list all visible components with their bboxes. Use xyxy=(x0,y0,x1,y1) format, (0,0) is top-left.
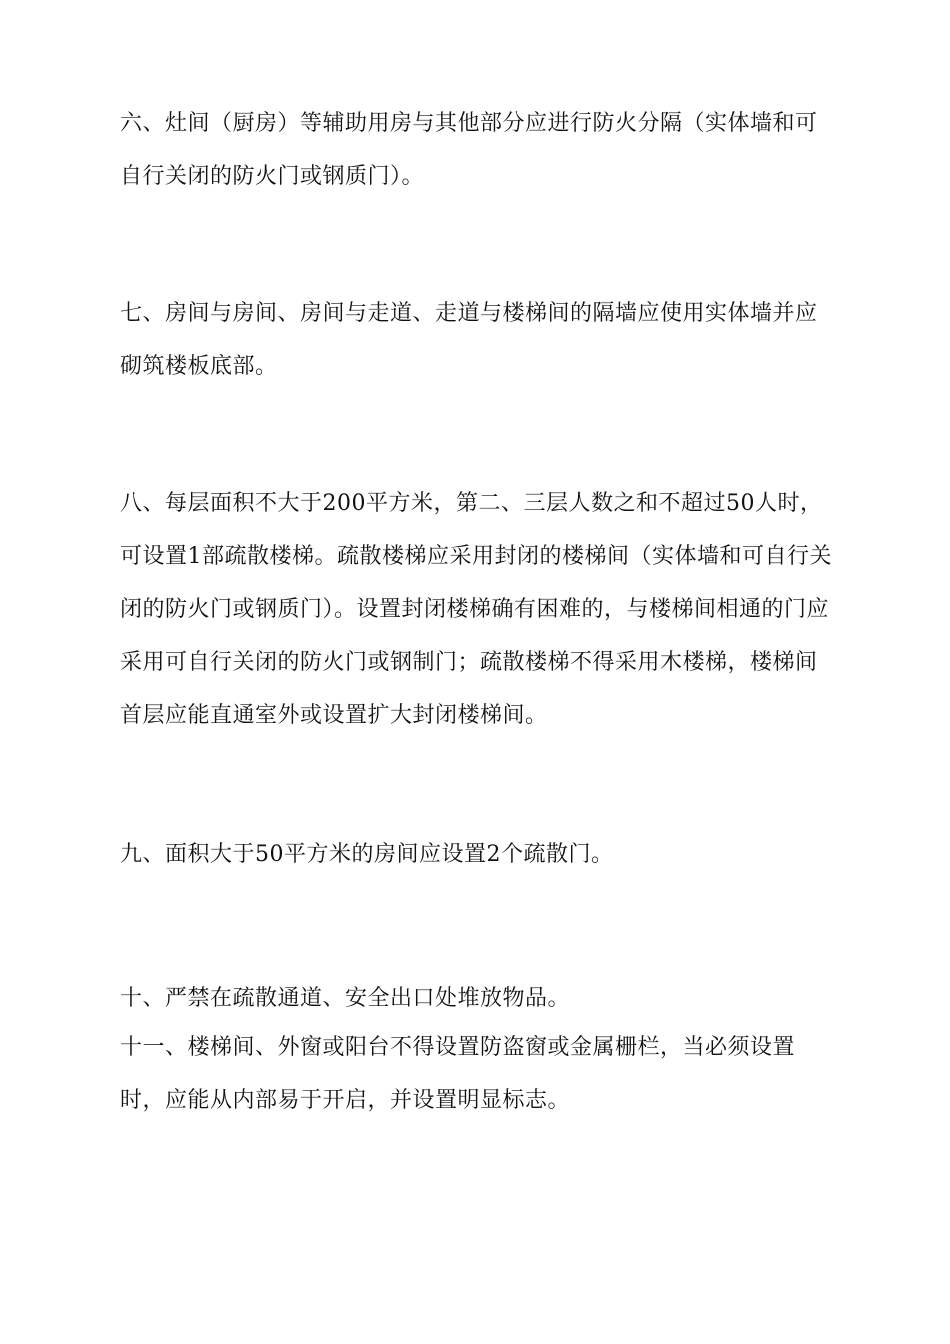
paragraph-item-11: 十一、楼梯间、外窗或阳台不得设置防盗窗或金属栅栏，当必须设置时，应能从内部易于开启，并设置明显标志。 xyxy=(120,1035,796,1113)
paragraph-item-9: 九、面积大于50平方米的房间应设置2个疏散门。 xyxy=(120,842,614,867)
paragraph-item-6: 六、灶间（厨房）等辅助用房与其他部分应进行防火分隔（实体墙和可自行关闭的防火门或钢质门）。 xyxy=(120,111,818,189)
paragraph-item-10: 十、严禁在疏散通道、安全出口处堆放物品。 xyxy=(120,986,571,1011)
paragraph-item-8: 八、每层面积不大于200平方米，第二、三层人数之和不超过50人时，可设置1部疏散楼梯。疏散楼梯应采用封闭的楼梯间（实体墙和可自行关闭的防火门或钢质门）。设置封闭楼梯确有困难的，与楼梯间相通的门应采用可自行关闭的防火门或钢制门；疏散楼梯不得采用木楼梯，楼梯间首层应能直通室外或设置扩大封闭楼梯间。 xyxy=(120,491,832,728)
paragraph-item-7: 七、房间与房间、房间与走道、走道与楼梯间的隔墙应使用实体墙并应砌筑楼板底部。 xyxy=(120,301,818,379)
